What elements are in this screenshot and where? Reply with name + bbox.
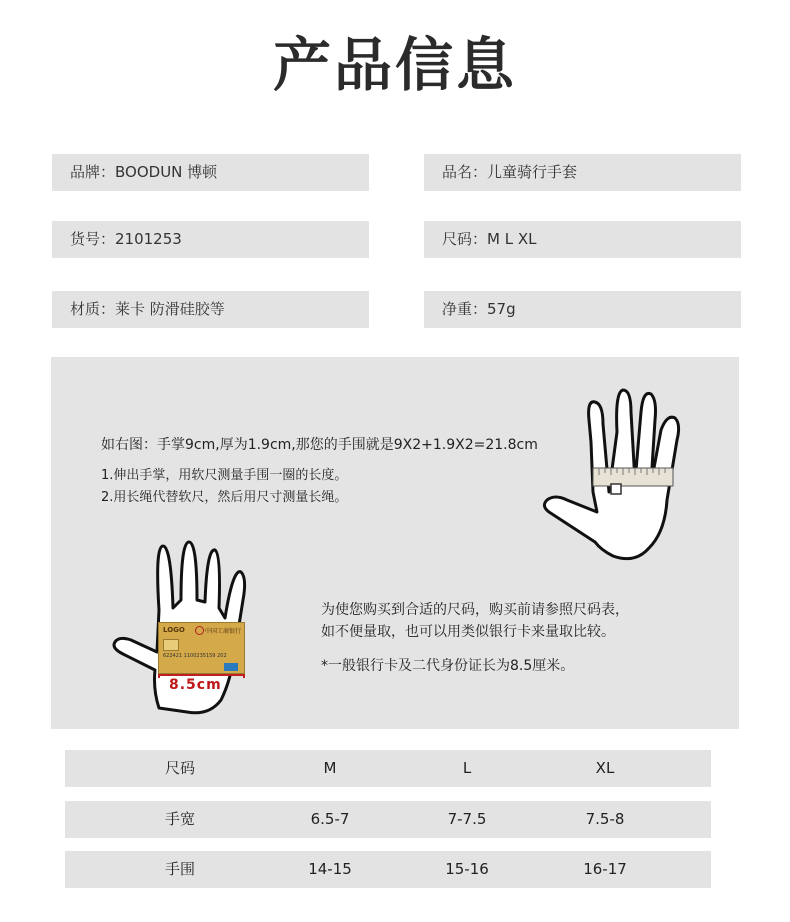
cell-width-m: 6.5-7 xyxy=(310,810,350,828)
card-length-label: 8.5cm xyxy=(169,677,222,693)
info-product-name: 品名：儿童骑行手套 xyxy=(424,154,741,191)
size-table-header xyxy=(65,750,711,787)
size-tip-1: 为使您购买到合适的尺码，购买前请参照尺码表， xyxy=(321,602,629,618)
cell-circ-m: 14-15 xyxy=(308,860,352,878)
measure-formula: 如右图：手掌9cm,厚为1.9cm,那您的手围就是9X2+1.9X2=21.8cm xyxy=(101,437,538,453)
cell-circ-xl: 16-17 xyxy=(583,860,627,878)
info-brand: 品牌：BOODUN 博顿 xyxy=(52,154,369,191)
info-sku: 货号：2101253 xyxy=(52,221,369,258)
card-bank-name: 中国工商银行 xyxy=(205,628,242,635)
header-m: M xyxy=(323,759,337,777)
row-label-hand-width: 手宽 xyxy=(164,810,195,828)
header-l: L xyxy=(462,759,472,777)
measurement-guide-panel xyxy=(51,357,739,729)
cell-circ-l: 15-16 xyxy=(445,860,489,878)
table-row xyxy=(65,801,711,838)
info-weight: 净重：57g xyxy=(424,291,741,328)
row-label-hand-circumference: 手围 xyxy=(164,860,195,878)
bank-logo-icon xyxy=(195,626,204,635)
card-number: 622421 1100235159 202 xyxy=(163,653,227,659)
cell-width-xl: 7.5-8 xyxy=(585,810,625,828)
header-size: 尺码 xyxy=(164,759,195,777)
measure-step-1: 1.伸出手掌，用软尺测量手围一圈的长度。 xyxy=(101,468,348,483)
bank-card xyxy=(158,622,245,674)
info-size: 尺码：M L XL xyxy=(424,221,741,258)
card-logo-text: LOGO xyxy=(163,626,185,634)
page-title: 产品信息 xyxy=(272,31,517,99)
card-union-icon xyxy=(224,663,238,671)
hand-measuring-tape-illustration xyxy=(539,372,699,562)
cell-width-l: 7-7.5 xyxy=(447,810,487,828)
card-length-note: *一般银行卡及二代身份证长为8.5厘米。 xyxy=(321,658,575,674)
table-row xyxy=(65,851,711,888)
header-xl: XL xyxy=(595,759,615,777)
info-material: 材质：莱卡 防滑硅胶等 xyxy=(52,291,369,328)
card-chip-icon xyxy=(163,639,179,651)
measure-step-2: 2.用长绳代替软尺，然后用尺寸测量长绳。 xyxy=(101,490,348,505)
size-tip-2: 如不便量取，也可以用类似银行卡来量取比较。 xyxy=(321,624,615,640)
